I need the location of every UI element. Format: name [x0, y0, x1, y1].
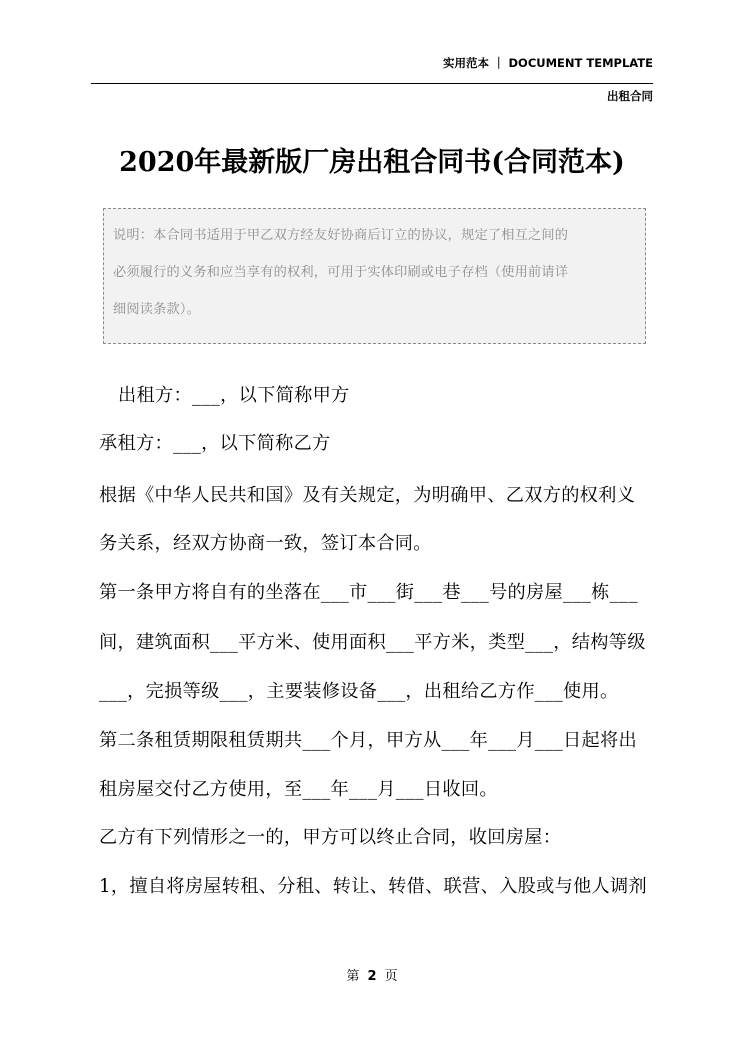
page-footer — [0, 965, 744, 984]
termination-intro-line: 乙方有下列情形之一的，甲方可以终止合同，收回房屋： — [99, 827, 562, 848]
article-one-line: 间，建筑面积___平方米、使用面积___平方米，类型___，结构等级 — [99, 632, 646, 653]
article-one-line: 第一条甲方将自有的坐落在___市___街___巷___号的房屋___栋___ — [99, 582, 638, 603]
article-one-line: ___，完损等级___，主要装修设备___，出租给乙方作___使用。 — [99, 681, 619, 702]
termination-item-line: 1，擅自将房屋转租、分租、转让、转借、联营、入股或与他人调剂 — [99, 876, 648, 897]
note-line: 说明：本合同书适用于甲乙双方经友好协商后订立的协议，规定了相互之间的 — [113, 228, 569, 243]
note-line: 细阅读条款）。 — [113, 302, 201, 317]
lessor-line: 出租方：___，以下简称甲方 — [118, 385, 350, 406]
article-two-line: 租房屋交付乙方使用，至___年___月___日收回。 — [99, 779, 498, 800]
document-title: 2020年最新版厂房出租合同书(合同范本) — [119, 147, 625, 178]
preamble-line: 根据《中华人民共和国》及有关规定，为明确甲、乙双方的权利义 — [99, 485, 636, 506]
page-number: 2 — [367, 969, 377, 984]
page-prefix: 第 — [346, 969, 360, 984]
preamble-line: 务关系，经双方协商一致，签订本合同。 — [99, 533, 432, 554]
document-template-label: 实用范本 ｜ DOCUMENT TEMPLATE — [443, 56, 653, 70]
article-two-line: 第二条租赁期限租赁期共___个月，甲方从___年___月___日起将出 — [99, 730, 637, 751]
document-category-tag: 出租合同 — [607, 89, 653, 103]
lessee-line: 承租方：___，以下简称乙方 — [99, 433, 331, 454]
page-suffix: 页 — [384, 969, 398, 984]
usage-note-box — [103, 208, 646, 344]
note-line: 必须履行的义务和应当享有的权利，可用于实体印刷或电子存档（使用前请详 — [113, 265, 569, 280]
header-divider — [91, 83, 653, 84]
